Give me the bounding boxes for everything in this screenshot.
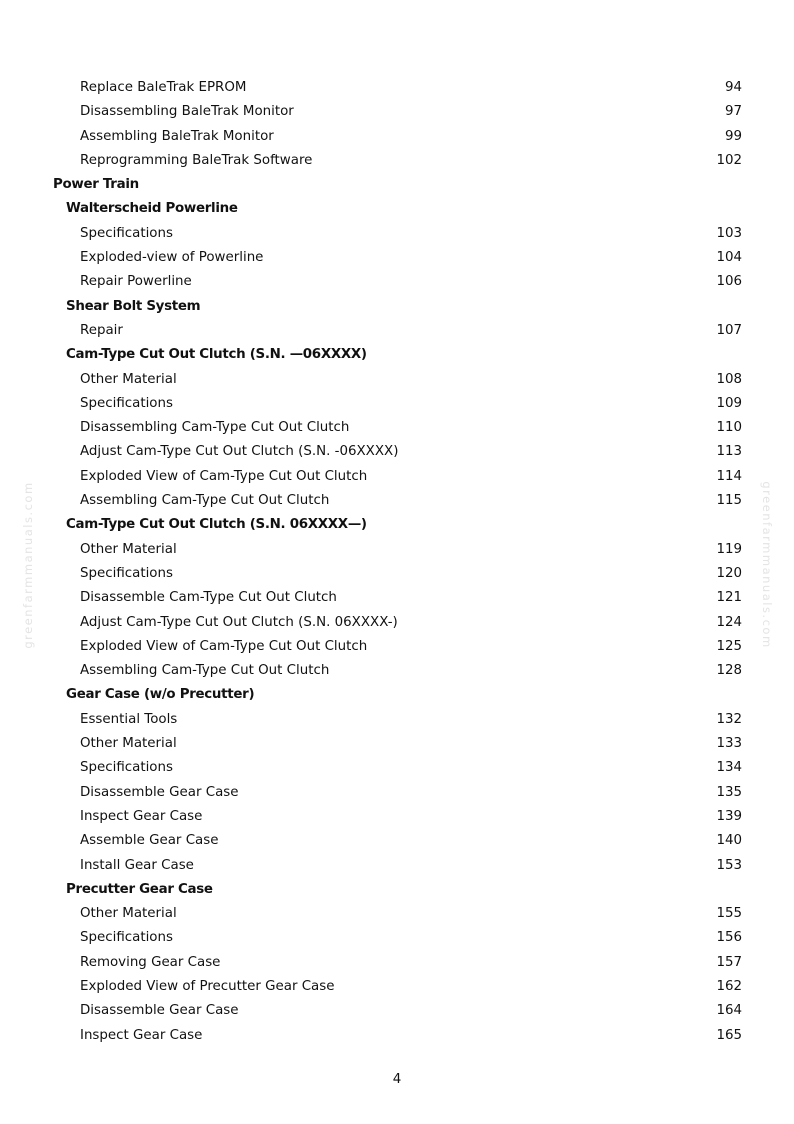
toc-entry-title: Assemble Gear Case (80, 833, 219, 849)
toc-entry[interactable] (0, 76, 794, 100)
toc-entry-page: 135 (716, 784, 742, 800)
toc-entry[interactable] (0, 732, 794, 756)
toc-entry-page: 162 (716, 978, 742, 994)
toc-entry[interactable] (0, 611, 794, 635)
toc-entry-title: Disassembling Cam-Type Cut Out Clutch (80, 420, 350, 436)
toc-entry-title: Other Material (80, 906, 177, 922)
toc-entry-page: 113 (716, 444, 742, 460)
toc-entry-page: 125 (716, 638, 742, 654)
toc-entry-page: 155 (716, 906, 742, 922)
toc-entry[interactable] (0, 125, 794, 149)
toc-entry[interactable] (0, 465, 794, 489)
toc-entry-page: 99 (724, 128, 742, 144)
toc-entry[interactable] (0, 999, 794, 1023)
toc-entry-page: 103 (716, 225, 742, 241)
toc-entry[interactable] (0, 805, 794, 829)
toc-section-heading[interactable] (0, 343, 794, 367)
toc-entry-page: 115 (716, 493, 742, 509)
toc-entry-page: 107 (716, 322, 742, 338)
toc-entry[interactable] (0, 270, 794, 294)
toc-entry-title: Walterscheid Powerline (66, 201, 238, 217)
toc-section-heading[interactable] (0, 173, 794, 197)
toc-entry-title: Adjust Cam-Type Cut Out Clutch (S.N. 06XXXX-) (80, 614, 398, 630)
table-of-contents (0, 76, 794, 1048)
toc-entry-title: Specifications (80, 760, 173, 776)
toc-entry-title: Removing Gear Case (80, 954, 221, 970)
watermark-left: greenfarmmanuals.com (21, 481, 35, 649)
toc-entry-page: 102 (716, 152, 742, 168)
toc-entry[interactable] (0, 319, 794, 343)
toc-section-heading[interactable] (0, 878, 794, 902)
toc-entry-title: Specifications (80, 565, 173, 581)
toc-entry-title: Inspect Gear Case (80, 808, 203, 824)
toc-entry[interactable] (0, 392, 794, 416)
toc-entry-title: Disassemble Cam-Type Cut Out Clutch (80, 590, 337, 606)
toc-entry-page: 134 (716, 760, 742, 776)
toc-entry-page: 109 (716, 395, 742, 411)
toc-entry[interactable] (0, 149, 794, 173)
toc-entry-page: 128 (716, 663, 742, 679)
toc-entry[interactable] (0, 659, 794, 683)
toc-entry-page: 165 (716, 1027, 742, 1043)
toc-entry-title: Other Material (80, 736, 177, 752)
toc-entry-page: 139 (716, 808, 742, 824)
toc-entry-page: 124 (716, 614, 742, 630)
toc-entry-title: Specifications (80, 395, 173, 411)
toc-entry-page: 97 (724, 104, 742, 120)
toc-entry-title: Disassemble Gear Case (80, 784, 239, 800)
toc-entry-title: Repair (80, 322, 123, 338)
toc-entry-title: Power Train (53, 177, 139, 193)
toc-entry[interactable] (0, 926, 794, 950)
toc-entry[interactable] (0, 902, 794, 926)
toc-entry[interactable] (0, 222, 794, 246)
toc-entry[interactable] (0, 416, 794, 440)
toc-section-heading[interactable] (0, 513, 794, 537)
toc-entry-title: Gear Case (w/o Precutter) (66, 687, 255, 703)
toc-entry-page: 108 (716, 371, 742, 387)
toc-entry-page: 132 (716, 711, 742, 727)
toc-entry-title: Inspect Gear Case (80, 1027, 203, 1043)
toc-entry[interactable] (0, 829, 794, 853)
toc-entry-page: 119 (716, 541, 742, 557)
toc-entry-title: Specifications (80, 930, 173, 946)
toc-entry[interactable] (0, 708, 794, 732)
toc-entry-title: Essential Tools (80, 711, 178, 727)
toc-entry-title: Adjust Cam-Type Cut Out Clutch (S.N. -06XXXX) (80, 444, 399, 460)
toc-entry[interactable] (0, 586, 794, 610)
toc-entry[interactable] (0, 975, 794, 999)
toc-entry-title: Exploded-view of Powerline (80, 250, 264, 266)
toc-entry-title: Assembling Cam-Type Cut Out Clutch (80, 493, 330, 509)
toc-section-heading[interactable] (0, 683, 794, 707)
toc-entry[interactable] (0, 854, 794, 878)
toc-entry-title: Specifications (80, 225, 173, 241)
toc-entry-page: 156 (716, 930, 742, 946)
toc-entry[interactable] (0, 368, 794, 392)
toc-entry-title: Install Gear Case (80, 857, 194, 873)
toc-entry-page: 94 (724, 80, 742, 95)
toc-entry-title: Precutter Gear Case (66, 881, 213, 897)
toc-entry-page: 106 (716, 274, 742, 290)
toc-entry-title: Shear Bolt System (66, 298, 201, 314)
toc-entry-title: Replace BaleTrak EPROM (80, 80, 247, 95)
toc-entry-title: Cam-Type Cut Out Clutch (S.N. —06XXXX) (66, 347, 367, 363)
toc-entry-page: 153 (716, 857, 742, 873)
toc-entry-page: 104 (716, 250, 742, 266)
toc-entry-page: 157 (716, 954, 742, 970)
toc-entry-title: Other Material (80, 371, 177, 387)
toc-entry-page: 121 (716, 590, 742, 606)
toc-entry-page: 140 (716, 833, 742, 849)
toc-entry-title: Assembling BaleTrak Monitor (80, 128, 274, 144)
toc-entry-title: Other Material (80, 541, 177, 557)
toc-entry-title: Assembling Cam-Type Cut Out Clutch (80, 663, 330, 679)
toc-entry[interactable] (0, 100, 794, 124)
toc-section-heading[interactable] (0, 295, 794, 319)
toc-entry-title: Repair Powerline (80, 274, 192, 290)
toc-entry[interactable] (0, 635, 794, 659)
toc-section-heading[interactable] (0, 197, 794, 221)
toc-entry-page: 114 (716, 468, 742, 484)
toc-entry-title: Cam-Type Cut Out Clutch (S.N. 06XXXX—) (66, 517, 367, 533)
toc-entry[interactable] (0, 489, 794, 513)
toc-entry[interactable] (0, 562, 794, 586)
toc-entry-title: Reprogramming BaleTrak Software (80, 152, 313, 168)
toc-entry-page: 133 (716, 736, 742, 752)
toc-entry[interactable] (0, 951, 794, 975)
toc-entry[interactable] (0, 440, 794, 464)
toc-entry-title: Exploded View of Cam-Type Cut Out Clutch (80, 638, 368, 654)
toc-entry-page: 120 (716, 565, 742, 581)
toc-entry[interactable] (0, 756, 794, 780)
toc-entry-page: 164 (716, 1003, 742, 1019)
toc-entry[interactable] (0, 246, 794, 270)
toc-entry-title: Exploded View of Cam-Type Cut Out Clutch (80, 468, 368, 484)
page-number: 4 (392, 1072, 402, 1087)
toc-entry-title: Disassembling BaleTrak Monitor (80, 104, 294, 120)
toc-entry-page: 110 (716, 420, 742, 436)
toc-entry-title: Disassemble Gear Case (80, 1003, 239, 1019)
watermark-right: greenfarmmanuals.com (760, 481, 774, 649)
toc-entry-title: Exploded View of Precutter Gear Case (80, 978, 335, 994)
toc-entry[interactable] (0, 1024, 794, 1048)
toc-entry[interactable] (0, 781, 794, 805)
toc-entry[interactable] (0, 538, 794, 562)
